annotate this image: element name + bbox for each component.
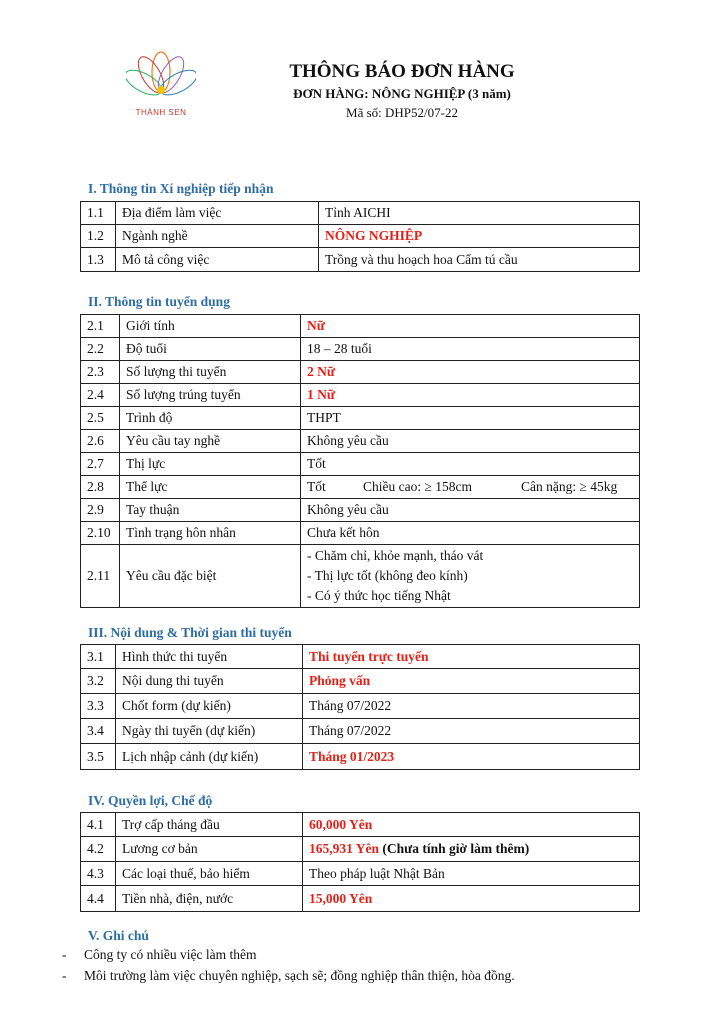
table-row [81,248,640,272]
row-number: 2.1 [81,315,120,338]
order-code: Mã số: DHP52/07-22 [346,105,458,120]
table-row [81,669,640,694]
row-label: Thể lực [120,476,301,499]
table-row [81,315,640,338]
table-row [81,719,640,744]
list-item: - Môi trường làm việc chuyên nghiệp, sạch sẽ; đồng nghiệp thân thiện, hòa đồng. [62,968,515,983]
salary-note: (Chưa tính giờ làm thêm) [382,841,530,856]
note-text: Công ty có nhiều việc làm thêm [84,947,257,962]
row-value: Thi tuyển trực tuyến [303,645,640,669]
row-value: Không yêu cầu [301,499,640,522]
physical-value: Tốt [307,479,326,494]
table-row [81,430,640,453]
table-row [81,694,640,719]
row-number: 4.3 [81,862,116,886]
section-title-employer: I. Thông tin Xí nghiệp tiếp nhận [88,181,274,196]
logo-text: THÀNH SEN [135,108,187,117]
row-number: 1.2 [81,225,116,248]
row-label: Số lượng trúng tuyển [120,384,301,407]
row-label: Tay thuận [120,499,301,522]
row-value: Tháng 07/2022 [303,719,640,744]
row-label: Nội dung thi tuyển [116,669,303,694]
row-label: Lương cơ bản [116,837,303,862]
table-row [81,499,640,522]
row-value: 2 Nữ [301,361,640,384]
row-label: Trợ cấp tháng đầu [116,813,303,837]
row-number: 4.2 [81,837,116,862]
row-number: 2.6 [81,430,120,453]
row-value: Tháng 07/2022 [303,694,640,719]
page-subtitle: ĐƠN HÀNG: NÔNG NGHIỆP (3 năm) [293,86,511,101]
row-value: 1 Nữ [301,384,640,407]
row-value-list [301,545,640,608]
row-label: Mô tả công việc [116,248,319,272]
table-row [81,384,640,407]
employer-table [80,201,640,272]
page-title: THÔNG BÁO ĐƠN HÀNG [289,61,515,82]
row-value: Không yêu cầu [301,430,640,453]
row-number: 3.4 [81,719,116,744]
row-value: Tốt [301,453,640,476]
row-label: Trình độ [120,407,301,430]
table-row [81,453,640,476]
section-title-benefits: IV. Quyền lợi, Chế độ [88,793,213,808]
row-label: Ngành nghề [116,225,319,248]
table-row [81,338,640,361]
row-number: 2.11 [81,545,120,608]
row-label: Độ tuổi [120,338,301,361]
row-number: 1.3 [81,248,116,272]
row-value-physical [301,476,640,499]
table-row [81,476,640,499]
row-value: Trồng và thu hoạch hoa Cẩm tú cầu [319,248,640,272]
document-header [252,60,552,122]
row-number: 3.2 [81,669,116,694]
table-row [81,645,640,669]
table-row [81,837,640,862]
row-label: Tiền nhà, điện, nước [116,886,303,912]
section-title-exam: III. Nội dung & Thời gian thi tuyển [88,625,292,640]
row-value: Theo pháp luật Nhật Bản [303,862,640,886]
row-value: Chưa kết hôn [301,522,640,545]
row-value: 60,000 Yên [303,813,640,837]
table-row [81,225,640,248]
table-row [81,361,640,384]
row-number: 2.10 [81,522,120,545]
salary-amount: 165,931 Yên [309,841,379,856]
notes-list [62,944,515,986]
row-value: 18 – 28 tuổi [301,338,640,361]
row-label: Giới tính [120,315,301,338]
row-value: Nữ [301,315,640,338]
lotus-icon [126,50,196,106]
row-label: Thị lực [120,453,301,476]
row-number: 2.7 [81,453,120,476]
section-title-notes: V. Ghi chú [88,928,149,943]
row-label: Các loại thuế, bảo hiểm [116,862,303,886]
table-row [81,862,640,886]
table-row [81,522,640,545]
row-number: 2.9 [81,499,120,522]
requirement-line: - Chăm chỉ, khỏe mạnh, tháo vát [307,548,484,563]
row-number: 4.1 [81,813,116,837]
row-label: Yêu cầu tay nghề [120,430,301,453]
weight-requirement: Cân nặng: ≥ 45kg [521,479,618,494]
row-value: Tỉnh AICHI [319,202,640,225]
row-value: NÔNG NGHIỆP [319,225,640,248]
row-label: Lịch nhập cảnh (dự kiến) [116,744,303,770]
row-value: Phỏng vấn [303,669,640,694]
row-number: 2.3 [81,361,120,384]
table-row [81,202,640,225]
row-label: Địa điểm làm việc [116,202,319,225]
note-text: Môi trường làm việc chuyên nghiệp, sạch sẽ; đồng nghiệp thân thiện, hòa đồng. [84,968,515,983]
requirement-line: - Có ý thức học tiếng Nhật [307,588,451,603]
row-number: 2.8 [81,476,120,499]
row-number: 3.5 [81,744,116,770]
row-label: Chốt form (dự kiến) [116,694,303,719]
height-requirement: Chiều cao: ≥ 158cm [363,479,473,494]
company-logo [118,50,204,122]
benefits-table [80,812,640,912]
table-row [81,886,640,912]
row-label: Tình trạng hôn nhân [120,522,301,545]
row-value-salary [303,837,640,862]
row-number: 2.5 [81,407,120,430]
row-label: Ngày thi tuyển (dự kiến) [116,719,303,744]
row-label: Yêu cầu đặc biệt [120,545,301,608]
row-number: 4.4 [81,886,116,912]
row-number: 2.2 [81,338,120,361]
row-label: Hình thức thi tuyển [116,645,303,669]
row-value: THPT [301,407,640,430]
row-value: Tháng 01/2023 [303,744,640,770]
table-row [81,407,640,430]
row-number: 2.4 [81,384,120,407]
row-number: 1.1 [81,202,116,225]
section-title-recruitment: II. Thông tin tuyển dụng [88,294,230,309]
row-number: 3.3 [81,694,116,719]
table-row [81,813,640,837]
recruitment-table [80,314,640,608]
table-row [81,744,640,770]
row-label: Số lượng thi tuyển [120,361,301,384]
row-value: 15,000 Yên [303,886,640,912]
row-number: 3.1 [81,645,116,669]
list-item: - Công ty có nhiều việc làm thêm [62,947,257,962]
requirement-line: - Thị lực tốt (không đeo kính) [307,568,468,583]
exam-table [80,644,640,770]
table-row [81,545,640,608]
